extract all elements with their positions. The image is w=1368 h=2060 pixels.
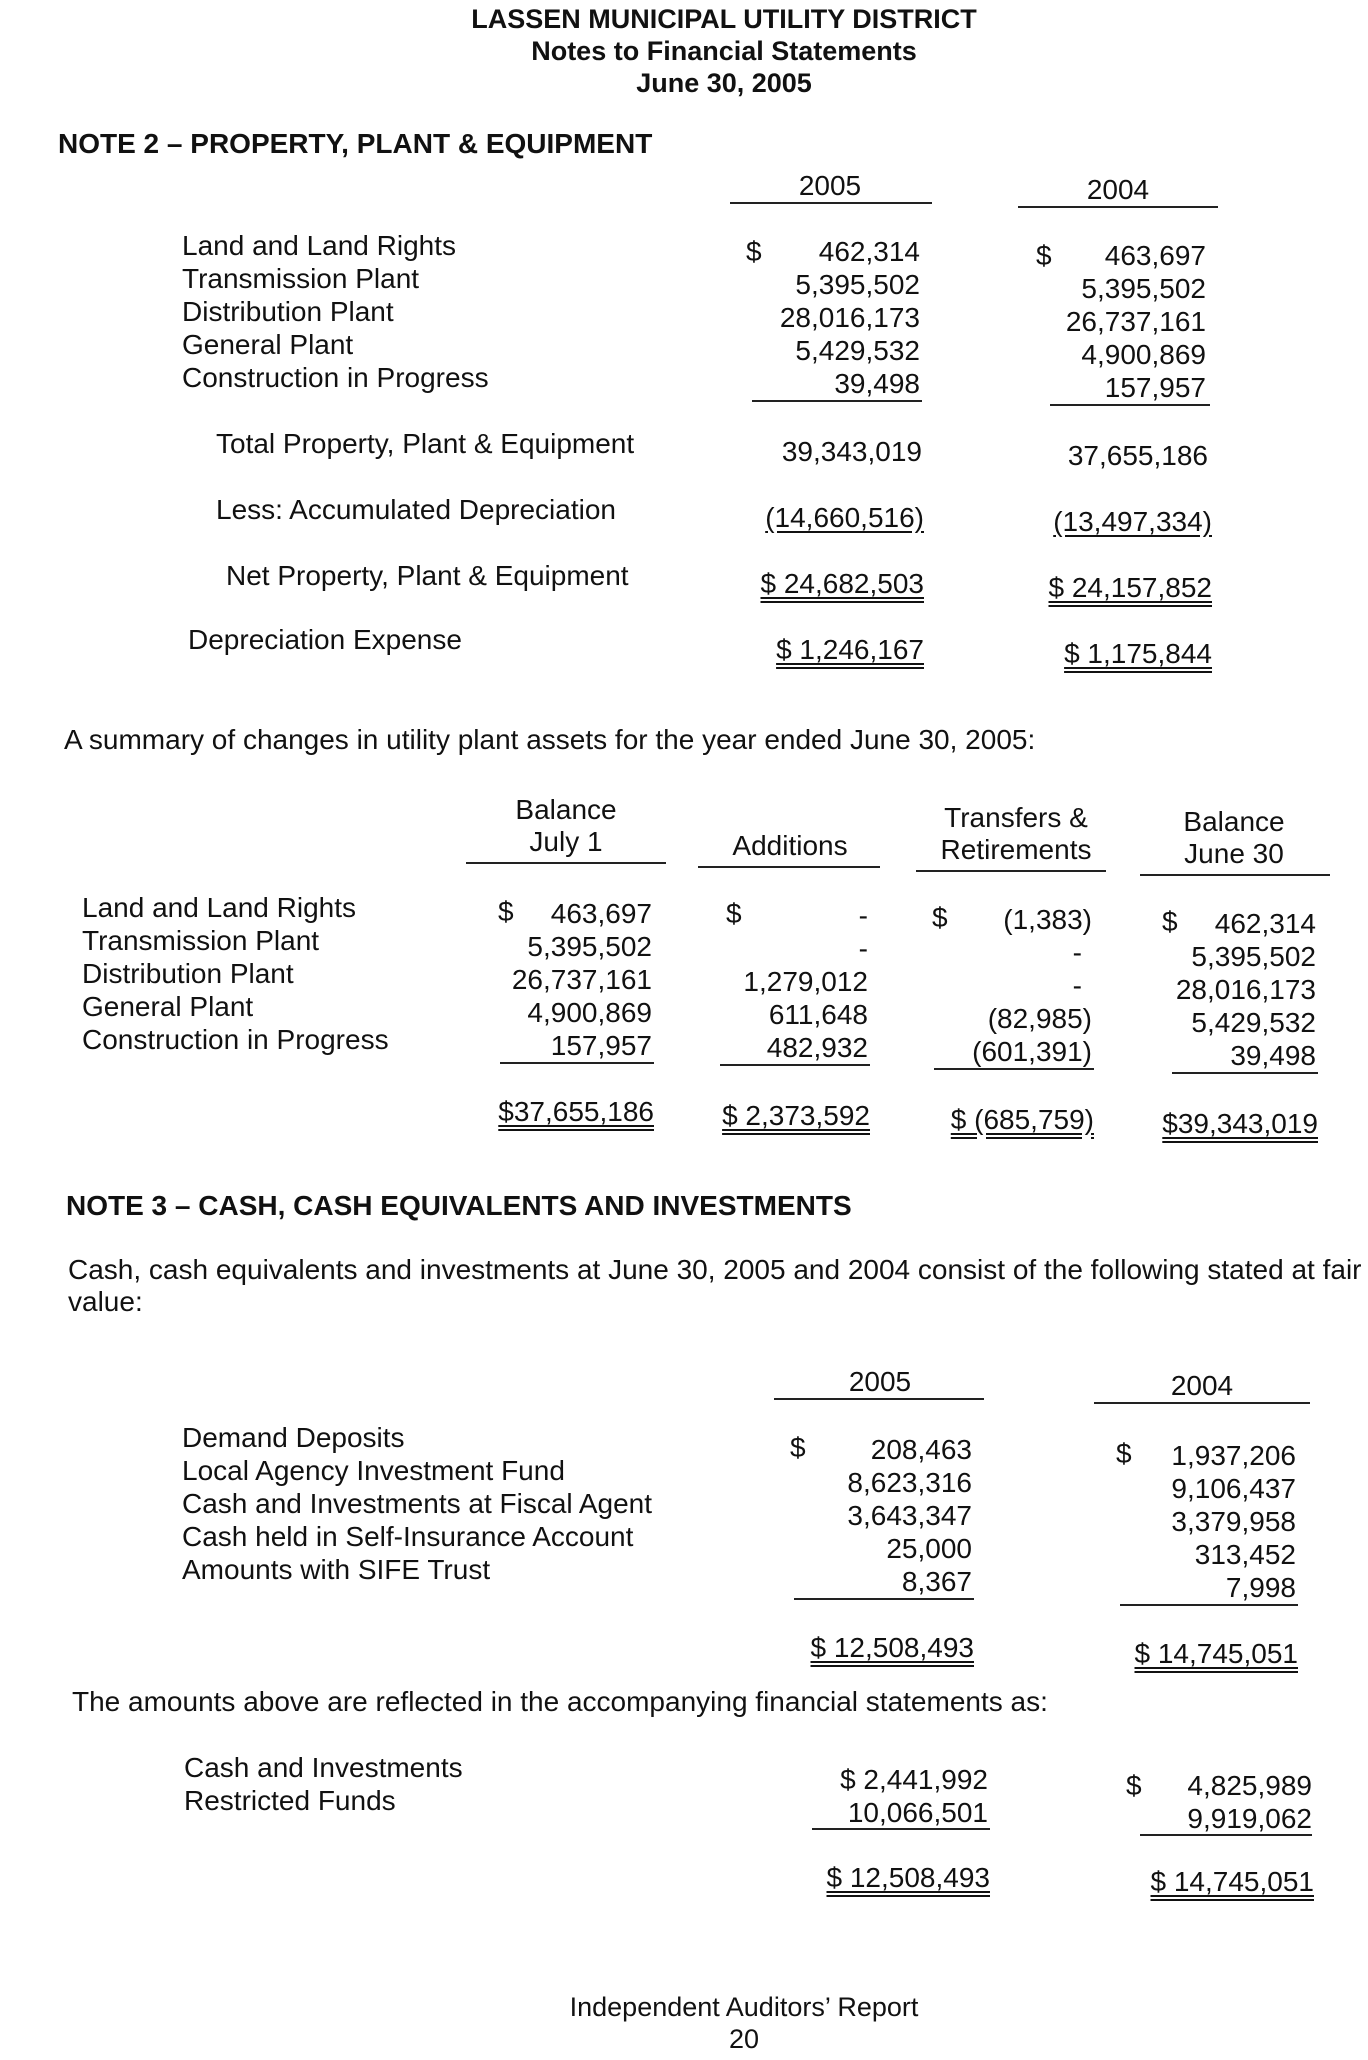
note3-col-2005: 2005 — [848, 1366, 912, 1397]
note3-reflected-total-2005: $ 12,508,493 — [826, 1862, 990, 1893]
changes-cur: $ — [932, 902, 948, 933]
note3-row-label: Local Agency Investment Fund — [182, 1455, 565, 1486]
changes-bal1: 5,395,502 — [527, 931, 652, 962]
note3-intro: Cash, cash equivalents and investments at June 30, 2005 and 2004 consist of the following stated at fair — [68, 1254, 1362, 1285]
changes-bal1: 4,900,869 — [527, 997, 652, 1028]
note3-value-2004: 3,379,958 — [1171, 1506, 1296, 1537]
org-name: LASSEN MUNICIPAL UTILITY DISTRICT — [471, 4, 977, 34]
changes-additions: 1,279,012 — [743, 966, 868, 997]
note3-intro-cont: value: — [68, 1286, 143, 1317]
changes-additions: - — [858, 933, 868, 964]
changes-total-additions: $ 2,373,592 — [722, 1100, 870, 1131]
note2-col-2004: 2004 — [1086, 174, 1150, 205]
note3-row-label: Cash and Investments at Fiscal Agent — [182, 1488, 653, 1519]
note3-reflected-2005: 10,066,501 — [847, 1797, 988, 1828]
note2-row-label: Distribution Plant — [182, 296, 394, 327]
note3-value-2004: 1,937,206 — [1171, 1440, 1296, 1471]
note3-reflected-text: The amounts above are reflected in the accompanying financial statements as: — [72, 1686, 1048, 1717]
changes-row-label: Transmission Plant — [82, 925, 320, 956]
note2-total-label: Total Property, Plant & Equipment — [216, 428, 635, 459]
note2-row-label: Construction in Progress — [182, 362, 489, 393]
changes-col-transfers: Transfers & — [944, 802, 1088, 833]
note3-cur-2005: $ — [790, 1432, 806, 1463]
changes-bal2: 39,498 — [1230, 1040, 1316, 1071]
changes-additions: 611,648 — [768, 999, 868, 1030]
note3-row-label: Amounts with SIFE Trust — [182, 1554, 491, 1585]
footer-report-title: Independent Auditors’ Report — [569, 1992, 919, 2022]
changes-transfers: - — [1072, 970, 1082, 1001]
note3-cur-2004: $ — [1116, 1438, 1132, 1469]
changes-cur: $ — [1162, 906, 1178, 937]
note3-total-2005: $ 12,508,493 — [810, 1632, 974, 1663]
changes-col-bal2: Balance — [1183, 806, 1285, 837]
note3-value-2004: 9,106,437 — [1171, 1473, 1296, 1504]
note2-net-2004: $ 24,157,852 — [1048, 572, 1212, 603]
note2-cur-2005: $ — [746, 236, 762, 267]
doc-title: Notes to Financial Statements — [531, 36, 917, 66]
changes-col-additions: Additions — [732, 830, 848, 861]
note2-total-2005: 39,343,019 — [781, 436, 922, 467]
note3-value-2004: 313,452 — [1194, 1539, 1296, 1570]
note3-reflected-2004: 4,825,989 — [1187, 1770, 1312, 1801]
note2-value-2005: 5,429,532 — [795, 335, 920, 366]
note3-total-2004: $ 14,745,051 — [1134, 1638, 1298, 1669]
changes-transfers: (601,391) — [972, 1036, 1092, 1067]
note3-col-2004: 2004 — [1170, 1370, 1234, 1401]
changes-bal1: 26,737,161 — [511, 964, 652, 995]
changes-transfers: - — [1072, 937, 1082, 968]
note2-row-label: Transmission Plant — [182, 263, 420, 294]
note3-reflected-label: Restricted Funds — [184, 1785, 396, 1816]
changes-row-label: General Plant — [82, 991, 254, 1022]
note2-summary-text: A summary of changes in utility plant assets for the year ended June 30, 2005: — [64, 724, 1036, 755]
changes-additions: - — [858, 900, 868, 931]
note2-net-label: Net Property, Plant & Equipment — [226, 560, 629, 591]
changes-total-bal1: $37,655,186 — [498, 1096, 654, 1127]
note2-value-2004: 463,697 — [1104, 240, 1206, 271]
changes-transfers: (1,383) — [1003, 904, 1092, 935]
changes-total-transfers: $ (685,759) — [950, 1104, 1094, 1135]
note2-col-2005: 2005 — [798, 170, 862, 201]
changes-bal1: 157,957 — [550, 1030, 652, 1061]
changes-additions: 482,932 — [766, 1032, 868, 1063]
changes-row-label: Distribution Plant — [82, 958, 294, 989]
note3-row-label: Cash held in Self-Insurance Account — [182, 1521, 634, 1552]
changes-bal2: 28,016,173 — [1175, 974, 1316, 1005]
changes-row-label: Construction in Progress — [82, 1024, 389, 1055]
note2-value-2004: 157,957 — [1104, 372, 1206, 403]
note2-title: NOTE 2 – PROPERTY, PLANT & EQUIPMENT — [58, 128, 653, 159]
changes-row-label: Land and Land Rights — [82, 892, 356, 923]
note2-dep-label: Depreciation Expense — [188, 624, 462, 655]
note2-dep-2004: $ 1,175,844 — [1064, 638, 1212, 669]
note2-value-2004: 26,737,161 — [1065, 306, 1206, 337]
note3-reflected-cur-2004: $ — [1126, 1770, 1142, 1801]
note3-row-label: Demand Deposits — [182, 1422, 405, 1453]
note3-reflected-label: Cash and Investments — [184, 1752, 463, 1783]
note3-value-2005: 25,000 — [886, 1533, 972, 1564]
changes-transfers: (82,985) — [987, 1003, 1092, 1034]
note2-row-label: Land and Land Rights — [182, 230, 456, 261]
changes-col-bal2-sub: June 30 — [1184, 838, 1284, 869]
note2-total-2004: 37,655,186 — [1067, 440, 1208, 471]
note2-accum-2004: (13,497,334) — [1053, 506, 1212, 537]
doc-date: June 30, 2005 — [636, 68, 812, 98]
note3-value-2005: 8,367 — [901, 1566, 972, 1597]
note2-accum-label: Less: Accumulated Depreciation — [216, 494, 616, 525]
changes-col-bal1: Balance — [515, 794, 617, 825]
note2-value-2005: 28,016,173 — [779, 302, 920, 333]
note3-title: NOTE 3 – CASH, CASH EQUIVALENTS AND INVESTMENTS — [66, 1190, 852, 1221]
note2-value-2005: 5,395,502 — [795, 269, 920, 300]
note3-value-2005: 3,643,347 — [847, 1500, 972, 1531]
changes-col-transfers-sub: Retirements — [940, 834, 1092, 865]
changes-cur: $ — [726, 898, 742, 929]
note3-value-2005: 8,623,316 — [847, 1467, 972, 1498]
changes-bal2: 462,314 — [1214, 908, 1316, 939]
changes-cur: $ — [498, 896, 514, 927]
page-number: 20 — [728, 2024, 760, 2054]
note3-value-2004: 7,998 — [1225, 1572, 1296, 1603]
note2-row-label: General Plant — [182, 329, 354, 360]
note3-reflected-2004: 9,919,062 — [1187, 1803, 1312, 1834]
changes-total-bal2: $39,343,019 — [1162, 1108, 1318, 1139]
note2-cur-2004: $ — [1036, 240, 1052, 271]
note2-value-2004: 4,900,869 — [1081, 339, 1206, 370]
note3-value-2005: 208,463 — [870, 1434, 972, 1465]
changes-bal1: 463,697 — [550, 898, 652, 929]
note2-value-2005: 462,314 — [818, 236, 920, 267]
note2-net-2005: $ 24,682,503 — [760, 568, 924, 599]
note2-dep-2005: $ 1,246,167 — [776, 634, 924, 665]
changes-col-bal1-sub: July 1 — [529, 826, 603, 857]
note3-reflected-total-2004: $ 14,745,051 — [1150, 1866, 1314, 1897]
note2-value-2005: 39,498 — [834, 368, 920, 399]
note3-reflected-2005: $ 2,441,992 — [840, 1764, 988, 1795]
note2-value-2004: 5,395,502 — [1081, 273, 1206, 304]
changes-bal2: 5,429,532 — [1191, 1007, 1316, 1038]
note2-accum-2005: (14,660,516) — [765, 502, 924, 533]
changes-bal2: 5,395,502 — [1191, 941, 1316, 972]
